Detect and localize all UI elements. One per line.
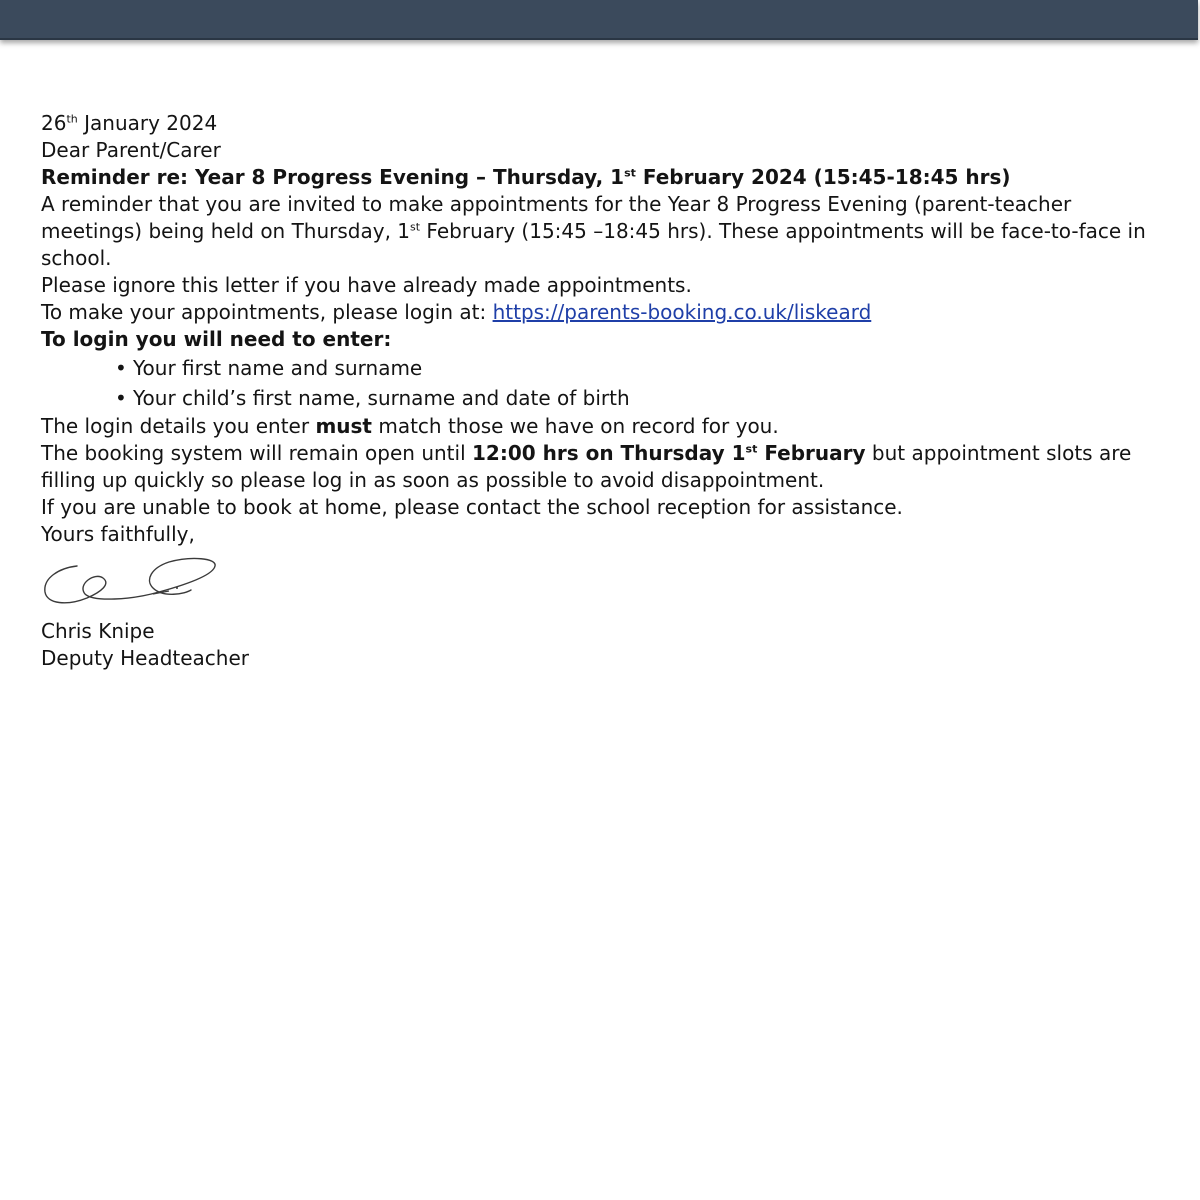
deadline-note: The booking system will remain open until 12:00 hrs on Thursday 1st February but appointment slots are filling up quickly so please log in as soon as possible to avoid disappointment. (41, 441, 1132, 492)
invitation-paragraph: A reminder that you are invited to make appointments for the Year 8 Progress Evening (parent-teacher meetings) being held on Thursday, 1st February (15:45 –18:45 hrs). These appointments will be face-to-face in school. (41, 192, 1146, 270)
bullet-icon: • (115, 356, 127, 380)
signature-image (41, 554, 221, 616)
login-instruction: To make your appointments, please login at: https://parents-booking.co.uk/liskeard (41, 300, 872, 324)
requirements-list (41, 353, 1161, 413)
closing: Yours faithfully, (41, 522, 195, 546)
requirements-heading: To login you will need to enter: (41, 327, 392, 351)
list-item: • Your first name and surname (115, 353, 1161, 383)
bullet-icon: • (115, 386, 127, 410)
signatory-title: Deputy Headteacher (41, 646, 250, 670)
letter-date: 26th January 2024 (41, 111, 218, 135)
salutation: Dear Parent/Carer (41, 138, 221, 162)
signatory-name: Chris Knipe (41, 619, 155, 643)
letter-body (41, 110, 1161, 672)
letter-subject: Reminder re: Year 8 Progress Evening – Thursday, 1st February 2024 (15:45-18:45 hrs) (41, 165, 1011, 189)
header-banner (0, 0, 1198, 40)
ignore-note: Please ignore this letter if you have already made appointments. (41, 273, 692, 297)
match-note: The login details you enter must match those we have on record for you. (41, 414, 779, 438)
list-item: • Your child’s first name, surname and date of birth (115, 383, 1161, 413)
booking-link[interactable]: https://parents-booking.co.uk/liskeard (492, 300, 872, 324)
contact-note: If you are unable to book at home, please contact the school reception for assistance. (41, 495, 903, 519)
